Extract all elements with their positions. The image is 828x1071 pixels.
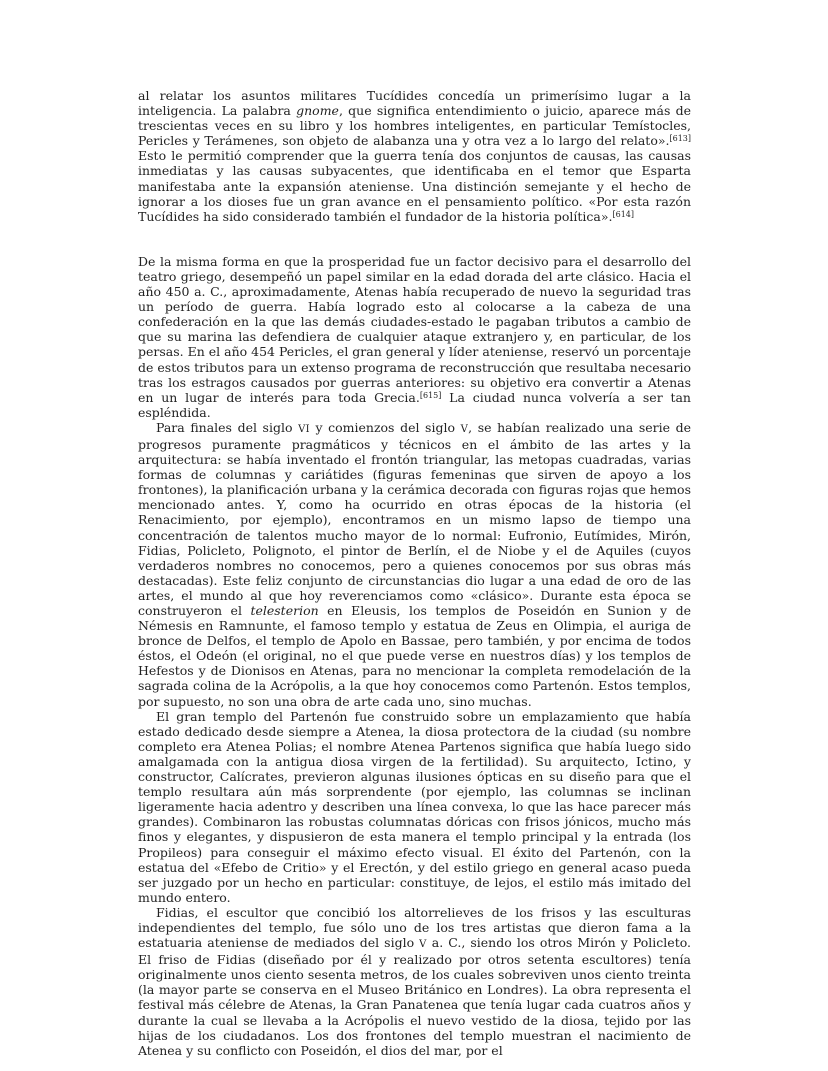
text-run: en Eleusis, los templos de Poseidón en Sunion y de Némesis en Ramnunte, el famoso templo y estatua de Zeus en Olimpia, el auriga de bronce de Delfos, el templo de Apolo en Bassae, pero también, y por encima de todos éstos, el Odeón (el original, no el que puede verse en nuestros días) y los templos de Hefestos y de Dionisos en Atenas, para no mencionar la completa remodelación de la sagrada colina de la Acrópolis, a la que hoy conocemos como Partenón. Estos templos, por supuesto, no son una obra de arte cada uno, sino muchas. xyxy=(138,603,691,709)
text-run: De la misma forma en que la prosperidad fue un factor decisivo para el desarrollo del teatro griego, desempeñó un papel similar en la edad dorada del arte clásico. Hacia el año 450 a. C., aproximadamente, Atenas había recuperado de nuevo la seguridad tras un período de guerra. Había logrado esto al colocarse a la cabeza de una confederación en la que las demás ciudades-estado le pagaban tributos a cambio de que su marina las defendiera de cualquier ataque extranjero y, en particular, de los persas. En el año 454 Pericles, el gran general y líder ateniense, reservó un porcentaje de estos tributos para un extenso programa de reconstrucción que resultaba necesario tras los estragos causados por guerras anteriores: su objetivo era convertir a Atenas en un lugar de interés para toda Grecia. xyxy=(138,253,692,405)
paragraph-phidias xyxy=(138,905,691,1058)
footnote-ref-615[interactable]: [615] xyxy=(419,390,442,400)
paragraph-prosperity xyxy=(138,254,691,420)
roman-numeral: V xyxy=(460,423,469,435)
text-run: , se habían realizado una serie de progresos puramente pragmáticos y técnicos en el ámbito de las artes y la arquitectura: se había inventado el frontón triangular, las metopas cuadradas, varias formas de columnas y cariátides (figuras femeninas que sirven de apoyo a los frontones), la planificación urbana y la cerámica decorada con figuras rojas que hemos mencionado antes. Y, como ha ocurrido en otras épocas de la historia (el Renacimiento, por ejemplo), encontramos en un mismo lapso de tiempo una concentración de talentos mucho mayor de lo normal: Eufronio, Eutímides, Mirón, Fidias, Policleto, Polignoto, el pintor de Berlín, el de Niobe y el de Aquiles (cuyos verdaderos nombres no conocemos, pero a quienes conocemos por sus obras más destacadas). Este feliz conjunto de circunstancias dio lugar a una edad de oro de las artes, el mundo al que hoy reverenciamos como «clásico». Durante esta época se construyeron el xyxy=(138,419,691,618)
page-body xyxy=(138,88,691,1058)
text-run: y comienzos del siglo xyxy=(309,419,461,435)
roman-numeral: VI xyxy=(298,423,310,435)
footnote-ref-613[interactable]: [613] xyxy=(669,134,691,144)
footnote-ref-614[interactable]: [614] xyxy=(612,209,634,219)
italic-term: telesterion xyxy=(250,603,319,618)
text-run: , que significa entendimiento o juicio, aparece más de trescientas veces en su libro y los hombres inteligentes, en particular Temístocles, Pericles y Terámenes, son objeto de alabanza una y otra vez a lo largo del relato». xyxy=(138,103,691,149)
text-run: La ciudad nunca volvería a ser tan espléndida. xyxy=(138,389,691,420)
italic-term: gnome xyxy=(296,103,339,119)
text-run: Para finales del siglo xyxy=(156,419,299,435)
text-run: al relatar los asuntos militares Tucídides concedía un primerísimo lugar a la inteligencia. La palabra xyxy=(138,88,691,119)
text-run: Fidias, el escultor que concibió los altorrelieves de los frisos y las esculturas independientes del templo, fue sólo uno de los tres artistas que dieron fama a la estatuaria ateniense de mediados del siglo xyxy=(138,904,691,951)
text-run: a. C., siendo los otros Mirón y Policleto. El friso de Fidias (diseñado por él y realizado por otros setenta escultores) tenía originalmente unos ciento sesenta metros, de los cuales sobreviven unos ciento treinta (la mayor parte se conserva en el Museo Británico en Londres). La obra representa el festival más célebre de Atenas, la Gran Panatenea que tenía lugar cada cuatros años y durante la cual se llevaba a la Acrópolis el nuevo vestido de la diosa, tejido por las hijas de los ciudadanos. Los dos frontones del templo muestran el nacimiento de Atenea y su conflicto con Poseidón, el dios del mar, por el xyxy=(138,935,692,1058)
section-gap xyxy=(138,224,691,254)
text-run: Esto le permitió comprender que la guerra tenía dos conjuntos de causas, las causas inmediatas y las causas subyacentes, que identificaba en el temor que Esparta manifestaba ante la expansión ateniense. Una distinción semejante y el hecho de ignorar a los dioses fue un gran avance en el pensamiento político. «Por esta razón Tucídides ha sido considerado también el fundador de la historia política». xyxy=(138,148,691,224)
paragraph-thucydides xyxy=(138,88,691,224)
paragraph-golden-age xyxy=(138,420,691,709)
roman-numeral: V xyxy=(419,939,427,951)
paragraph-parthenon: El gran templo del Partenón fue construido sobre un emplazamiento que había estado dedicado desde siempre a Atenea, la diosa protectora de la ciudad (su nombre completo era Atenea Polias; el nombre Atenea Partenos significa que había luego sido amalgamada con la antigua diosa virgen de la fertilidad). Su arquitecto, Ictino, y constructor, Calícrates, previeron algunas ilusiones ópticas en su diseño para que el templo resultara aún más sorprendente (por ejemplo, las columnas se inclinan ligeramente hacia adentro y describen una línea convexa, lo que las hace parecer más grandes). Combinaron las robustas columnatas dóricas con frisos jónicos, mucho más finos y elegantes, y dispusieron de esta manera el templo principal y la entrada (los Propileos) para conseguir el máximo efecto visual. El éxito del Partenón, con la estatua del «Efebo de Critio» y el Erectón, y del estilo griego en general acaso pueda ser juzgado por un hecho en particular: constituye, de lejos, el estilo más imitado del mundo entero. xyxy=(138,708,691,905)
